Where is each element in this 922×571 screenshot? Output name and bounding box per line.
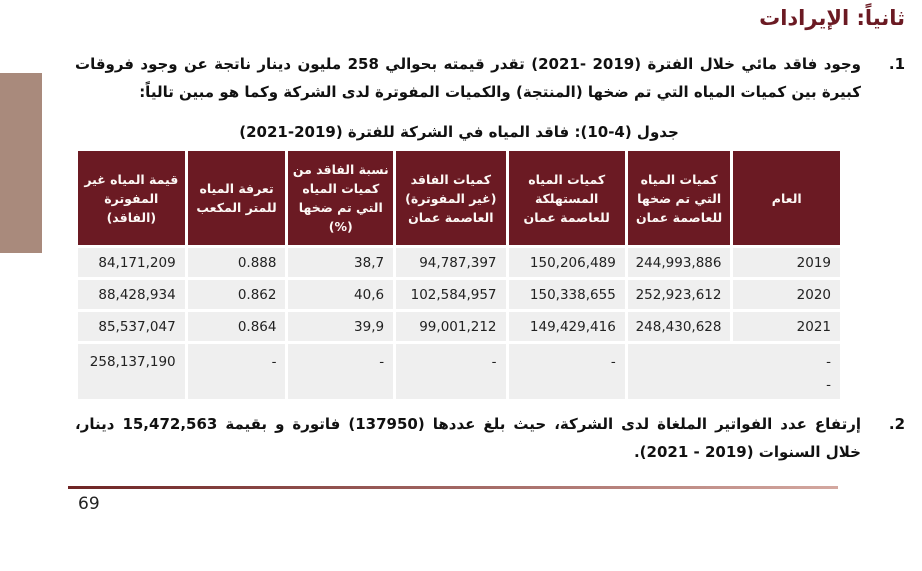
page-number: 69 <box>78 494 100 514</box>
table-row-2020 <box>78 280 840 309</box>
cell-pumped: 248,430,628 <box>628 312 731 341</box>
col-header-loss-percentage: نسبة الفاقد من كميات المياه التي تم ضخها (%) <box>288 151 393 245</box>
cell-year: 2019 <box>733 248 840 277</box>
cell-consumed: 149,429,416 <box>509 312 625 341</box>
col-header-tariff: تعرفة المياه للمتر المكعب <box>188 151 286 245</box>
cell-year: 2020 <box>733 280 840 309</box>
col-header-consumed-quantity: كميات المياه المستهلكة للعاصمة عمان <box>509 151 625 245</box>
cell-unbilled-value-total: 258,137,190 <box>78 344 185 399</box>
cell-loss-quantity: 99,001,212 <box>396 312 505 341</box>
cell-tariff: 0.864 <box>188 312 286 341</box>
footer-divider-line <box>68 486 838 489</box>
table-row-2021 <box>78 312 840 341</box>
cell-year: 2021 <box>733 312 840 341</box>
table-total-row <box>78 344 840 399</box>
cell-consumed: - <box>509 344 625 399</box>
col-header-loss-quantity: كميات الفاقد (غير المفوترة) العاصمة عمان <box>396 151 505 245</box>
list-item-2 <box>75 410 905 466</box>
cell-loss-quantity: - <box>396 344 505 399</box>
dash-line-2: - <box>826 377 831 393</box>
table-header-row <box>78 151 840 245</box>
col-header-pumped-quantity: كميات المياه التي تم ضخها للعاصمة عمان <box>628 151 731 245</box>
cell-tariff: 0.862 <box>188 280 286 309</box>
cell-loss-quantity: 102,584,957 <box>396 280 505 309</box>
table-caption: جدول (4-10): فاقد المياه في الشركة للفترة (2019-2021) <box>239 123 679 141</box>
list-item-2-text: إرتفاع عدد الفواتير الملغاة لدى الشركة، حيث بلغ عددها (137950) فاتورة و بقيمة 15,472,563 دينار، خلال السنوات (2019 - 2021). <box>75 415 861 461</box>
cell-loss-percent: 38,7 <box>288 248 393 277</box>
cell-tariff: 0.888 <box>188 248 286 277</box>
cell-loss-percent: 40,6 <box>288 280 393 309</box>
cell-unbilled-value: 85,537,047 <box>78 312 185 341</box>
col-header-unbilled-value: قيمة المياه غير المفوترة (الفاقد) <box>78 151 185 245</box>
cell-year-pumped-merged <box>628 344 840 399</box>
cell-consumed: 150,206,489 <box>509 248 625 277</box>
cell-loss-quantity: 94,787,397 <box>396 248 505 277</box>
cell-unbilled-value: 84,171,209 <box>78 248 185 277</box>
cell-consumed: 150,338,655 <box>509 280 625 309</box>
cell-loss-percent: 39,9 <box>288 312 393 341</box>
list-item-2-number: 2. <box>888 415 905 433</box>
cell-unbilled-value: 88,428,934 <box>78 280 185 309</box>
list-item-1-text: وجود فاقد مائي خلال الفترة (2019 -2021) تقدر قيمته بحوالي 258 مليون دينار ناتجة عن وجود فروقات كبيرة بين كميات المياه التي تم ضخها (المنتجة) والكميات المفوترة لدى الشركة وكما هو مبين تالياً: <box>75 55 862 101</box>
list-item-1-number: 1. <box>888 55 905 73</box>
left-margin-accent-bar <box>0 73 42 253</box>
list-item-1 <box>75 50 905 106</box>
table-row-2019 <box>78 248 840 277</box>
section-title: ثانياً: الإيرادات <box>759 6 905 30</box>
water-loss-table <box>75 148 843 402</box>
cell-pumped: 252,923,612 <box>628 280 731 309</box>
cell-loss-percent: - <box>288 344 393 399</box>
cell-pumped: 244,993,886 <box>628 248 731 277</box>
cell-tariff: - <box>188 344 286 399</box>
col-header-year: العام <box>733 151 840 245</box>
dash-line-1: - <box>826 354 831 370</box>
